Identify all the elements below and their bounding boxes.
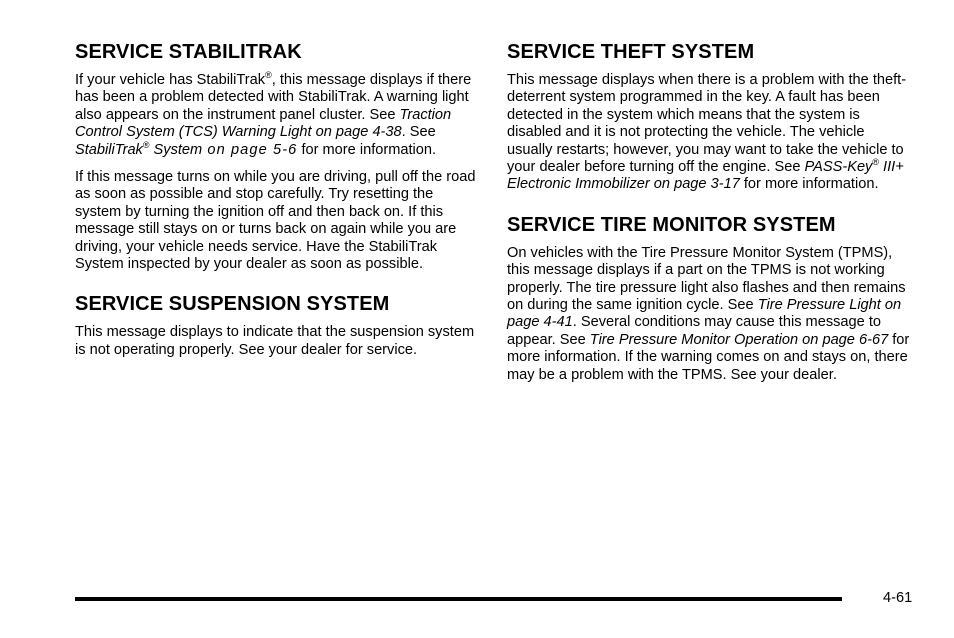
text: for more information. — [297, 141, 437, 158]
text: , this message displays if there has been a problem detected with StabiliTrak. A warning light also appears on the instrument panel cluster. See — [75, 72, 472, 123]
section-service-stabilitrak — [75, 40, 480, 273]
registered-mark: ® — [265, 70, 272, 80]
cross-reference-page[interactable]: 3-17 — [710, 176, 740, 193]
section-service-theft-system — [507, 40, 912, 194]
text: On vehicles with the Tire Pressure Monitor System (TPMS), this message displays if a part on the TPMS is not working properly. The tire pressure light also flashes and then remains on during the same ignition cycle. See — [507, 244, 906, 314]
cross-reference-on-page: on page — [798, 331, 859, 348]
tire-monitor-paragraph-1 — [507, 245, 912, 384]
cross-reference[interactable]: StabiliTrak — [75, 141, 143, 158]
section-service-suspension-system — [75, 292, 480, 359]
cross-reference-page[interactable]: 4-38 — [372, 124, 402, 141]
text: This message displays when there is a problem with the theft-deterrent system programmed in the key. A fault has been detected in the system which means that the system is disabled and it is not protecting the vehicle. The vehicle usually restarts; however, you may want to take the vehicle to your dealer before turning off the engine. See — [507, 72, 907, 176]
cross-reference-page[interactable]: 5-6 — [272, 141, 298, 158]
text: . See — [401, 124, 436, 141]
cross-reference[interactable]: Tire Pressure Light — [757, 297, 881, 314]
footer-rule — [75, 597, 842, 601]
suspension-paragraph-1: This message displays to indicate that the suspension system is not operating properly. See your dealer for service. — [75, 324, 475, 358]
cross-reference[interactable]: Tire Pressure Monitor Operation — [589, 331, 799, 348]
text: . Several conditions may cause this message to appear. See — [507, 314, 881, 348]
left-column — [75, 40, 480, 378]
heading-service-theft-system: SERVICE THEFT SYSTEM — [507, 41, 755, 63]
registered-mark: ® — [142, 139, 150, 150]
cross-reference[interactable]: Traction Control System (TCS) Warning Light — [75, 106, 452, 141]
cross-reference[interactable]: III+ Electronic Immobilizer — [507, 159, 904, 193]
cross-reference[interactable]: System — [149, 141, 203, 158]
right-column — [507, 40, 912, 403]
heading-service-tire-monitor-system: SERVICE TIRE MONITOR SYSTEM — [507, 213, 836, 236]
text: for more information. If the warning comes on and stays on, there may be a problem with the TPMS. See your dealer. — [507, 331, 910, 383]
stabilitrak-paragraph-2: If this message turns on while you are driving, pull off the road as soon as possible and stop carefully. Try resetting the system by turning the ignition off and then back on. If this message still stays on or turns back on again while you are driving, your vehicle needs service. Have the StabiliTrak System inspected by your dealer as soon as possible. — [75, 169, 476, 273]
heading-service-stabilitrak: SERVICE STABILITRAK — [75, 41, 302, 63]
stabilitrak-paragraph-1 — [75, 72, 480, 159]
cross-reference-on-page: on page — [507, 297, 902, 331]
cross-reference[interactable]: PASS-Key — [804, 159, 873, 176]
cross-reference-on-page: on page — [202, 141, 273, 158]
heading-service-suspension-system: SERVICE SUSPENSION SYSTEM — [75, 293, 390, 316]
text: for more information. — [739, 176, 879, 193]
page-number: 4-61 — [883, 590, 913, 606]
cross-reference-page[interactable]: 4-41 — [543, 314, 573, 331]
text: If your vehicle has StabiliTrak — [75, 72, 266, 88]
registered-mark: ® — [872, 157, 879, 168]
theft-paragraph-1 — [507, 72, 912, 194]
cross-reference-on-page: on page — [311, 124, 373, 141]
cross-reference-on-page: on page — [649, 176, 711, 193]
section-service-tire-monitor-system — [507, 213, 912, 384]
cross-reference-page[interactable]: 6-67 — [858, 331, 889, 348]
